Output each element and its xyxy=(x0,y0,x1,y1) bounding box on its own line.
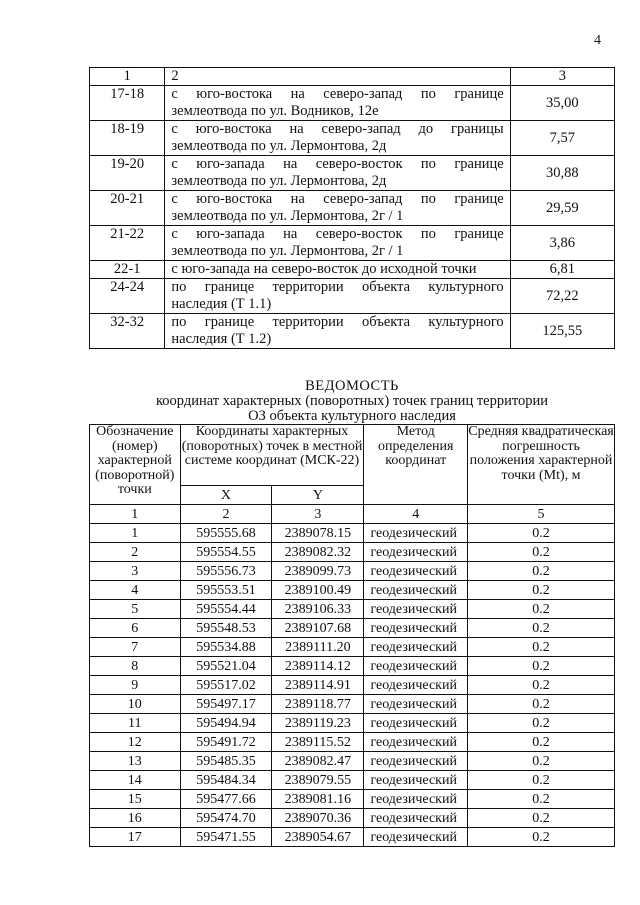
method: геодезический xyxy=(364,619,468,638)
header-y: Y xyxy=(272,486,364,505)
point-number: 17 xyxy=(90,828,181,847)
segment-length: 3,86 xyxy=(510,226,614,261)
segment-description: с юго-востока на северо-запад по границе землеотвода по ул. Лермонтова, 2г / 1 xyxy=(165,191,510,226)
table-row xyxy=(90,809,615,828)
coord-y: 2389099.73 xyxy=(272,562,364,581)
column-number: 2 xyxy=(180,505,272,524)
table-row xyxy=(90,156,615,191)
table-row xyxy=(90,714,615,733)
coord-y: 2389107.68 xyxy=(272,619,364,638)
table-row xyxy=(90,733,615,752)
coord-y: 2389111.20 xyxy=(272,638,364,657)
method: геодезический xyxy=(364,562,468,581)
statement-subtitle: ОЗ объекта культурного наследия xyxy=(248,408,456,424)
column-number: 1 xyxy=(90,505,181,524)
accuracy: 0.2 xyxy=(468,600,615,619)
coord-x: 595517.02 xyxy=(180,676,272,695)
table-header-row xyxy=(90,68,615,86)
header-method: Метод определения координат xyxy=(364,425,468,505)
accuracy: 0.2 xyxy=(468,657,615,676)
table-row xyxy=(90,121,615,156)
accuracy: 0.2 xyxy=(468,809,615,828)
statement-title: ВЕДОМОСТЬ xyxy=(305,378,399,394)
segment-points: 17-18 xyxy=(90,86,165,121)
coord-y: 2389118.77 xyxy=(272,695,364,714)
accuracy: 0.2 xyxy=(468,543,615,562)
segment-points: 32-32 xyxy=(90,314,165,349)
table-row xyxy=(90,279,615,314)
table-header-row xyxy=(90,425,615,486)
table-row xyxy=(90,695,615,714)
coord-y: 2389114.12 xyxy=(272,657,364,676)
segment-length: 125,55 xyxy=(510,314,614,349)
coord-y: 2389054.67 xyxy=(272,828,364,847)
method: геодезический xyxy=(364,714,468,733)
accuracy: 0.2 xyxy=(468,752,615,771)
coordinates-table xyxy=(89,424,615,847)
table-row xyxy=(90,752,615,771)
accuracy: 0.2 xyxy=(468,828,615,847)
method: геодезический xyxy=(364,695,468,714)
coord-y: 2389082.47 xyxy=(272,752,364,771)
table-row xyxy=(90,314,615,349)
table-row xyxy=(90,638,615,657)
method: геодезический xyxy=(364,809,468,828)
method: геодезический xyxy=(364,828,468,847)
table-row xyxy=(90,771,615,790)
coord-x: 595553.51 xyxy=(180,581,272,600)
point-number: 1 xyxy=(90,524,181,543)
point-number: 8 xyxy=(90,657,181,676)
method: геодезический xyxy=(364,676,468,695)
header-cell: 1 xyxy=(90,68,165,86)
method: геодезический xyxy=(364,543,468,562)
segment-description: с юго-востока на северо-запад по границе землеотвода по ул. Водников, 12е xyxy=(165,86,510,121)
table-row xyxy=(90,524,615,543)
point-number: 4 xyxy=(90,581,181,600)
coord-y: 2389114.91 xyxy=(272,676,364,695)
point-number: 12 xyxy=(90,733,181,752)
point-number: 2 xyxy=(90,543,181,562)
coord-x: 595477.66 xyxy=(180,790,272,809)
table-row xyxy=(90,581,615,600)
segment-description: с юго-запада на северо-восток по границе землеотвода по ул. Лермонтова, 2д xyxy=(165,156,510,191)
point-number: 13 xyxy=(90,752,181,771)
accuracy: 0.2 xyxy=(468,676,615,695)
table-row xyxy=(90,543,615,562)
coord-x: 595555.68 xyxy=(180,524,272,543)
segment-points: 21-22 xyxy=(90,226,165,261)
segment-length: 7,57 xyxy=(510,121,614,156)
coord-x: 595534.88 xyxy=(180,638,272,657)
table-row xyxy=(90,226,615,261)
method: геодезический xyxy=(364,790,468,809)
statement-subtitle: координат характерных (поворотных) точек границ территории xyxy=(155,393,549,409)
point-number: 16 xyxy=(90,809,181,828)
table-row xyxy=(90,676,615,695)
table-row xyxy=(90,790,615,809)
segment-description: с юго-запада на северо-восток до исходной точки xyxy=(165,261,510,279)
coord-x: 595554.44 xyxy=(180,600,272,619)
header-cell: 3 xyxy=(510,68,614,86)
segment-length: 29,59 xyxy=(510,191,614,226)
coord-y: 2389078.15 xyxy=(272,524,364,543)
accuracy: 0.2 xyxy=(468,619,615,638)
accuracy: 0.2 xyxy=(468,695,615,714)
coord-x: 595474.70 xyxy=(180,809,272,828)
coord-y: 2389070.36 xyxy=(272,809,364,828)
coord-x: 595554.55 xyxy=(180,543,272,562)
point-number: 5 xyxy=(90,600,181,619)
accuracy: 0.2 xyxy=(468,714,615,733)
header-x: X xyxy=(180,486,272,505)
point-number: 9 xyxy=(90,676,181,695)
coord-y: 2389106.33 xyxy=(272,600,364,619)
point-number: 15 xyxy=(90,790,181,809)
coord-x: 595556.73 xyxy=(180,562,272,581)
accuracy: 0.2 xyxy=(468,771,615,790)
segment-length: 6,81 xyxy=(510,261,614,279)
coord-x: 595521.04 xyxy=(180,657,272,676)
coord-x: 595491.72 xyxy=(180,733,272,752)
coord-x: 595548.53 xyxy=(180,619,272,638)
point-number: 14 xyxy=(90,771,181,790)
table-row xyxy=(90,657,615,676)
accuracy: 0.2 xyxy=(468,790,615,809)
coord-x: 595471.55 xyxy=(180,828,272,847)
segment-description: по границе территории объекта культурного наследия (Т 1.2) xyxy=(165,314,510,349)
method: геодезический xyxy=(364,581,468,600)
accuracy: 0.2 xyxy=(468,562,615,581)
method: геодезический xyxy=(364,638,468,657)
accuracy: 0.2 xyxy=(468,638,615,657)
segment-description: по границе территории объекта культурного наследия (Т 1.1) xyxy=(165,279,510,314)
point-number: 6 xyxy=(90,619,181,638)
segment-points: 18-19 xyxy=(90,121,165,156)
segment-length: 30,88 xyxy=(510,156,614,191)
table-row xyxy=(90,562,615,581)
header-coordinates: Координаты характерных (поворотных) точек в местной системе координат (МСК-22) xyxy=(180,425,364,486)
method: геодезический xyxy=(364,752,468,771)
segment-points: 22-1 xyxy=(90,261,165,279)
point-number: 10 xyxy=(90,695,181,714)
method: геодезический xyxy=(364,771,468,790)
point-number: 3 xyxy=(90,562,181,581)
table-row xyxy=(90,261,615,279)
coord-y: 2389115.52 xyxy=(272,733,364,752)
coord-y: 2389119.23 xyxy=(272,714,364,733)
page-number: 4 xyxy=(594,33,601,48)
coord-x: 595484.34 xyxy=(180,771,272,790)
segment-points: 20-21 xyxy=(90,191,165,226)
header-cell: 2 xyxy=(165,68,510,86)
coord-x: 595494.94 xyxy=(180,714,272,733)
accuracy: 0.2 xyxy=(468,733,615,752)
column-number-row xyxy=(90,505,615,524)
method: геодезический xyxy=(364,524,468,543)
segment-points: 24-24 xyxy=(90,279,165,314)
column-number: 3 xyxy=(272,505,364,524)
boundary-segments-table xyxy=(89,67,615,349)
coord-y: 2389081.16 xyxy=(272,790,364,809)
table-row xyxy=(90,619,615,638)
method: геодезический xyxy=(364,600,468,619)
column-number: 4 xyxy=(364,505,468,524)
segment-description: с юго-востока на северо-запад до границы землеотвода по ул. Лермонтова, 2д xyxy=(165,121,510,156)
segment-length: 35,00 xyxy=(510,86,614,121)
accuracy: 0.2 xyxy=(468,524,615,543)
table-row xyxy=(90,191,615,226)
coord-y: 2389079.55 xyxy=(272,771,364,790)
accuracy: 0.2 xyxy=(468,581,615,600)
coord-y: 2389100.49 xyxy=(272,581,364,600)
header-point-designation: Обозначение (номер) характерной (поворотной) точки xyxy=(90,425,181,505)
method: геодезический xyxy=(364,657,468,676)
method: геодезический xyxy=(364,733,468,752)
header-accuracy: Средняя квадратическая погрешность положения характерной точки (Mt), м xyxy=(468,425,615,505)
segment-length: 72,22 xyxy=(510,279,614,314)
table-row xyxy=(90,828,615,847)
coord-y: 2389082.32 xyxy=(272,543,364,562)
point-number: 11 xyxy=(90,714,181,733)
coord-x: 595497.17 xyxy=(180,695,272,714)
column-number: 5 xyxy=(468,505,615,524)
segment-description: с юго-запада на северо-восток по границе землеотвода по ул. Лермонтова, 2г / 1 xyxy=(165,226,510,261)
point-number: 7 xyxy=(90,638,181,657)
coord-x: 595485.35 xyxy=(180,752,272,771)
table-row xyxy=(90,86,615,121)
segment-points: 19-20 xyxy=(90,156,165,191)
table-row xyxy=(90,600,615,619)
